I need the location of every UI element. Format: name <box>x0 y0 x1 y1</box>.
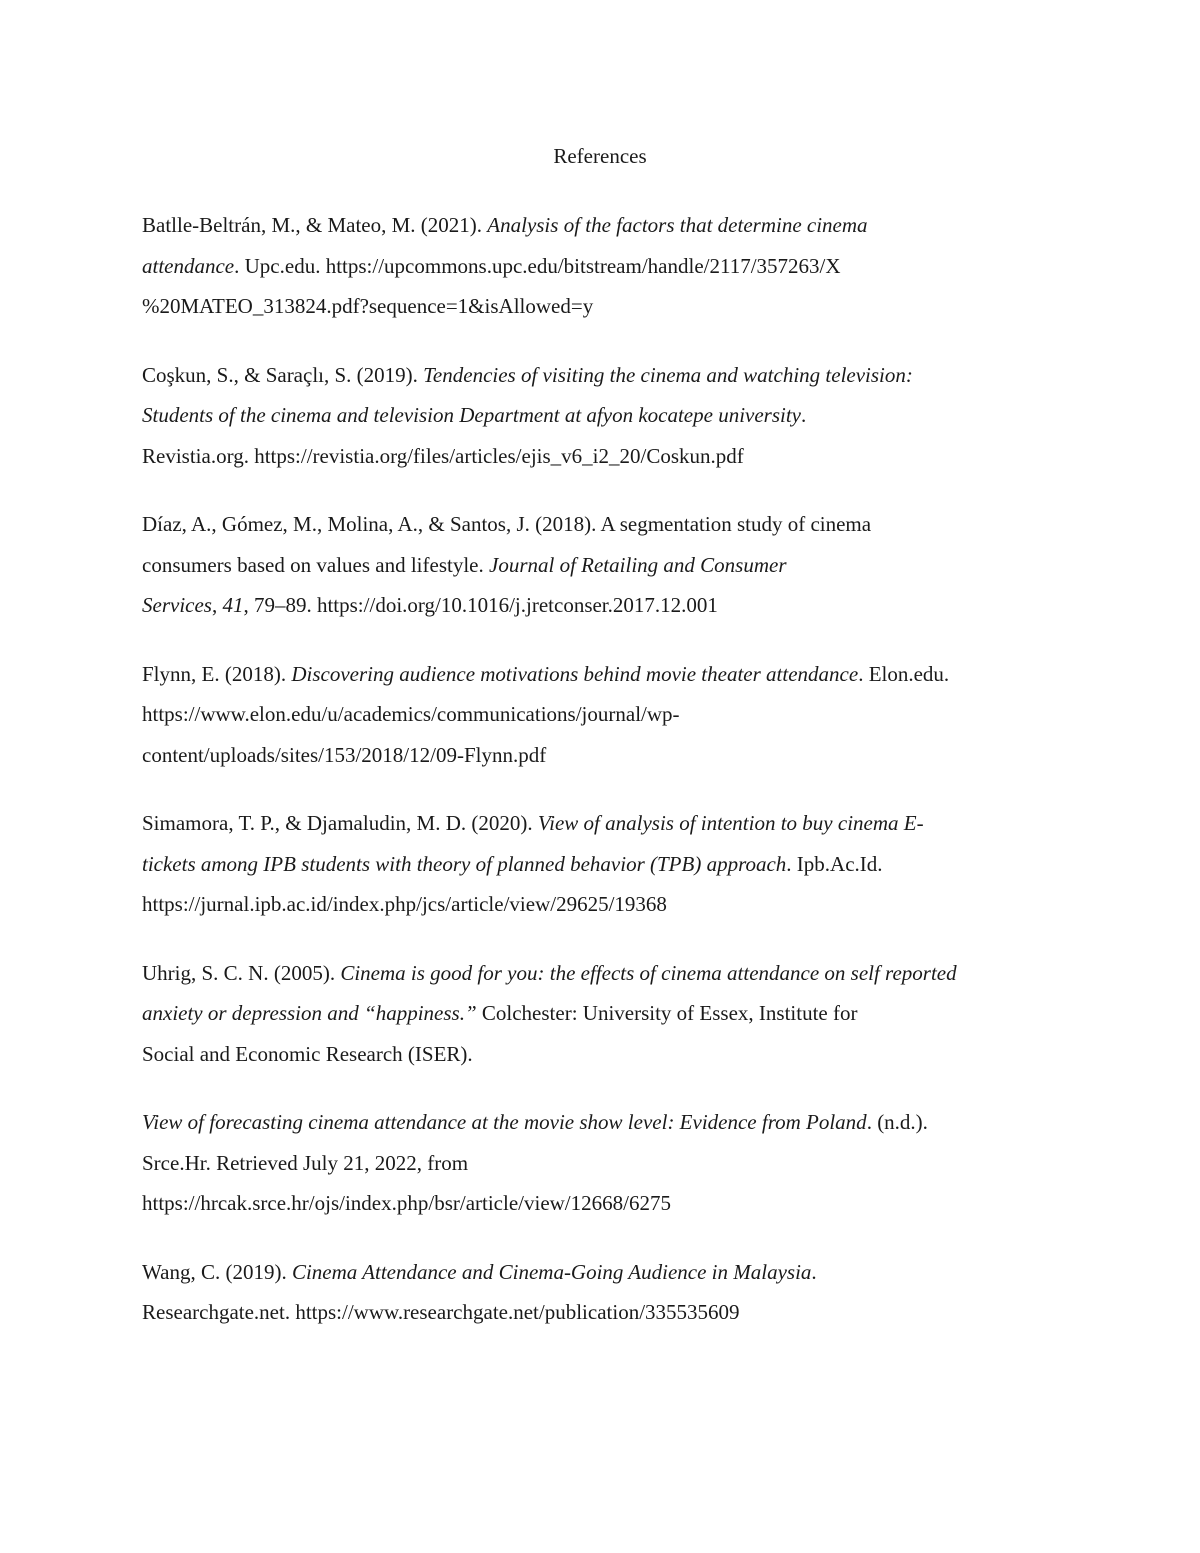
page-title: References <box>553 144 647 168</box>
reference-text: Flynn, E. (2018). <box>142 661 292 686</box>
reference-line <box>142 585 1062 626</box>
reference-line <box>142 1183 1062 1224</box>
reference-italic-text: Cinema Attendance and Cinema-Going Audience in Malaysia <box>291 1259 812 1284</box>
reference-text: . Ipb.Ac.Id. <box>786 851 883 876</box>
reference-line <box>142 1034 1062 1075</box>
reference-text: . Elon.edu. <box>858 661 950 686</box>
reference-italic-text: Journal of Retailing and Consumer <box>489 552 787 577</box>
reference-text: , <box>211 593 223 617</box>
reference-text: Coşkun, S., & Saraçlı, S. (2019). <box>142 362 424 387</box>
reference-line <box>142 286 1062 327</box>
reference-line <box>142 654 1062 695</box>
reference-line <box>142 1292 1062 1333</box>
reference-entry <box>142 654 1062 776</box>
reference-text: Wang, C. (2019). <box>142 1259 292 1284</box>
reference-text: , 79–89. https://doi.org/10.1016/j.jretconser.2017.12.001 <box>243 593 718 617</box>
reference-entry <box>142 355 1062 477</box>
reference-text: Srce.Hr. Retrieved July 21, 2022, from <box>142 1150 469 1175</box>
reference-line <box>142 395 1062 436</box>
reference-text: https://jurnal.ipb.ac.id/index.php/jcs/article/view/29625/19368 <box>142 892 667 916</box>
reference-line <box>142 545 1062 586</box>
reference-text: Revistia.org. https://revistia.org/files/articles/ejis_v6_i2_20/Coskun.pdf <box>142 443 744 468</box>
reference-text: Simamora, T. P., & Djamaludin, M. D. (2020). <box>142 811 538 835</box>
reference-text: . <box>811 1259 817 1284</box>
reference-text: Uhrig, S. C. N. (2005). <box>142 960 341 985</box>
reference-italic-text: 41 <box>222 593 244 617</box>
reference-entry <box>142 1102 1062 1224</box>
reference-italic-text: Discovering audience motivations behind movie theater attendance <box>291 661 859 686</box>
reference-italic-text: Tendencies of visiting the cinema and watching television: <box>423 362 913 387</box>
reference-italic-text: Cinema is good for you: the effects of cinema attendance on self reported <box>340 960 957 985</box>
reference-text: . (n.d.). <box>866 1110 928 1134</box>
reference-text: Social and Economic Research (ISER). <box>142 1041 473 1066</box>
reference-italic-text: Analysis of the factors that determine cinema <box>487 213 868 237</box>
reference-line <box>142 735 1062 776</box>
reference-italic-text: View of analysis of intention to buy cinema E- <box>537 811 924 835</box>
reference-text: content/uploads/sites/153/2018/12/09-Flynn.pdf <box>142 742 547 767</box>
reference-entry <box>142 504 1062 626</box>
reference-text: consumers based on values and lifestyle. <box>142 552 489 577</box>
reference-text: https://hrcak.srce.hr/ojs/index.php/bsr/article/view/12668/6275 <box>142 1191 671 1215</box>
reference-text: . <box>801 403 807 427</box>
reference-text: Batlle-Beltrán, M., & Mateo, M. (2021). <box>142 213 488 237</box>
reference-line <box>142 844 1062 885</box>
reference-line <box>142 993 1062 1034</box>
reference-text: https://www.elon.edu/u/academics/communications/journal/wp- <box>142 702 680 726</box>
reference-line <box>142 1143 1062 1184</box>
reference-line <box>142 504 1062 545</box>
reference-line <box>142 694 1062 735</box>
reference-line <box>142 953 1062 994</box>
reference-line <box>142 1252 1062 1293</box>
reference-line <box>142 355 1062 396</box>
reference-line <box>142 436 1062 477</box>
reference-italic-text: attendance <box>142 253 235 278</box>
reference-line <box>142 1102 1062 1143</box>
reference-line <box>142 803 1062 844</box>
reference-text: %20MATEO_313824.pdf?sequence=1&isAllowed=y <box>142 294 594 318</box>
reference-line <box>142 205 1062 246</box>
reference-list <box>142 205 1062 1361</box>
reference-italic-text: tickets among IPB students with theory of planned behavior (TPB) approach <box>142 851 787 876</box>
reference-entry <box>142 1252 1062 1333</box>
reference-entry <box>142 803 1062 925</box>
reference-italic-text: Students of the cinema and television Department at afyon kocatepe university <box>142 403 801 427</box>
reference-entry <box>142 205 1062 327</box>
reference-italic-text: anxiety or depression and “happiness.” <box>142 1001 477 1025</box>
reference-italic-text: View of forecasting cinema attendance at the movie show level: Evidence from Poland <box>142 1110 867 1134</box>
reference-entry <box>142 953 1062 1075</box>
reference-text: Díaz, A., Gómez, M., Molina, A., & Santos, J. (2018). A segmentation study of cinema <box>142 512 872 536</box>
reference-text: Colchester: University of Essex, Institute for <box>476 1001 858 1025</box>
reference-line <box>142 246 1062 287</box>
reference-italic-text: Services <box>142 593 212 617</box>
reference-line <box>142 884 1062 925</box>
reference-text: . Upc.edu. https://upcommons.upc.edu/bitstream/handle/2117/357263/X <box>234 253 841 278</box>
reference-text: Researchgate.net. https://www.researchgate.net/publication/335535609 <box>142 1300 740 1324</box>
